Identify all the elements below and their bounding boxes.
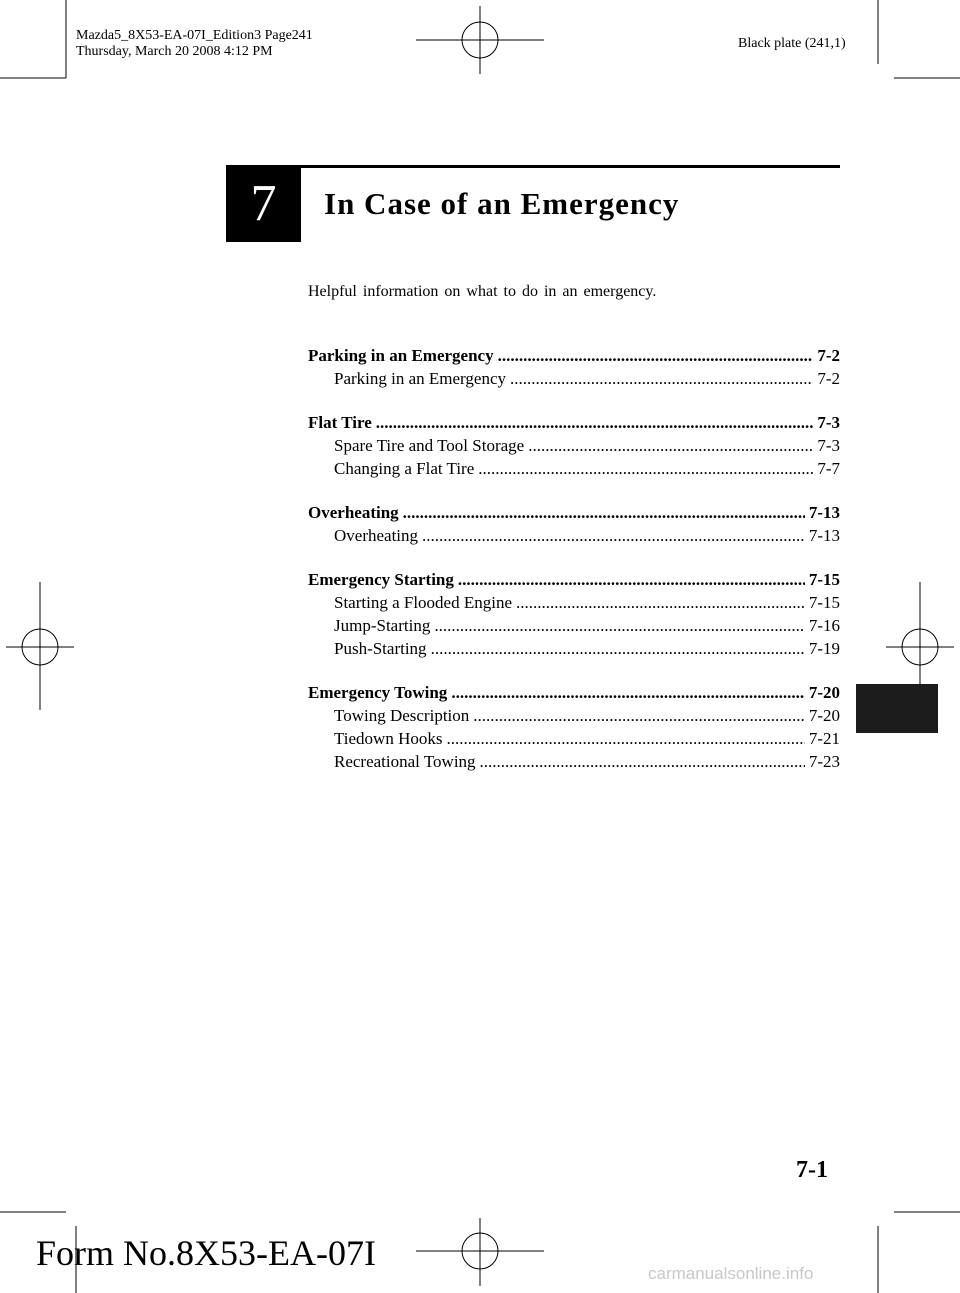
dot-leader [528,436,813,456]
toc-entry-page: 7-3 [817,436,840,455]
toc-section-heading[interactable] [308,346,840,369]
toc-subentry[interactable] [308,729,840,752]
toc-entry-page: 7-20 [808,683,840,702]
toc-entry-page: 7-13 [808,526,840,545]
toc-section [308,413,840,482]
toc-section [308,683,840,775]
dot-leader [431,639,805,659]
toc-section [308,570,840,662]
toc-section-heading[interactable] [308,503,840,526]
chapter-intro: Helpful information on what to do in an emergency. [308,283,657,300]
dot-leader [451,683,805,703]
toc-entry-title: Starting a Flooded Engine [334,593,513,612]
dot-leader [376,413,814,433]
chapter-title: In Case of an Emergency [324,186,680,221]
toc-subentry[interactable] [308,436,840,459]
watermark: carmanualsonline.info [648,1264,814,1283]
toc-entry-page: 7-7 [817,459,840,478]
toc-entry-title: Spare Tire and Tool Storage [334,436,525,455]
page-number: 7-1 [796,1157,828,1183]
toc-subentry[interactable] [308,706,840,729]
toc-section-heading[interactable] [308,683,840,706]
dot-leader [422,526,805,546]
toc-subentry[interactable] [308,616,840,639]
toc-entry-page: 7-19 [808,639,840,658]
toc-subentry[interactable] [308,639,840,662]
toc-entry-title: Changing a Flat Tire [334,459,475,478]
toc-entry-page: 7-2 [817,346,840,365]
dot-leader [434,616,804,636]
toc-entry-title: Parking in an Emergency [308,346,494,365]
toc-section [308,503,840,549]
dot-leader [478,459,813,479]
toc-entry-page: 7-16 [808,616,840,635]
toc-entry-title: Emergency Towing [308,683,448,702]
dot-leader [510,369,813,389]
toc-entry-page: 7-21 [808,729,840,748]
table-of-contents [308,346,840,796]
toc-subentry[interactable] [308,526,840,549]
toc-entry-page: 7-20 [808,706,840,725]
toc-entry-title: Towing Description [334,706,470,725]
toc-section-heading[interactable] [308,570,840,593]
dot-leader [480,752,805,772]
dot-leader [403,503,805,523]
chapter-number: 7 [226,165,301,242]
toc-entry-title: Parking in an Emergency [334,369,507,388]
toc-entry-title: Push-Starting [334,639,427,658]
toc-entry-page: 7-23 [808,752,840,771]
file-info-line2: Thursday, March 20 2008 4:12 PM [76,44,273,59]
chapter-rule [226,165,840,168]
toc-subentry[interactable] [308,369,840,392]
toc-entry-page: 7-15 [808,593,840,612]
dot-leader [458,570,805,590]
toc-entry-page: 7-2 [817,369,840,388]
toc-section [308,346,840,392]
dot-leader [473,706,805,726]
file-info-line1: Mazda5_8X53-EA-07I_Edition3 Page241 [76,28,313,43]
toc-subentry[interactable] [308,752,840,775]
toc-entry-title: Flat Tire [308,413,372,432]
toc-section-heading[interactable] [308,413,840,436]
toc-entry-title: Overheating [334,526,419,545]
toc-entry-page: 7-15 [808,570,840,589]
toc-entry-page: 7-13 [808,503,840,522]
toc-entry-title: Recreational Towing [334,752,476,771]
toc-entry-title: Jump-Starting [334,616,431,635]
chapter-tab [856,684,938,733]
dot-leader [516,593,805,613]
toc-entry-title: Emergency Starting [308,570,454,589]
toc-subentry[interactable] [308,593,840,616]
toc-subentry[interactable] [308,459,840,482]
toc-entry-title: Overheating [308,503,399,522]
form-number: Form No.8X53-EA-07I [36,1233,376,1273]
plate-info: Black plate (241,1) [738,36,846,51]
dot-leader [446,729,804,749]
toc-entry-title: Tiedown Hooks [334,729,443,748]
dot-leader [498,346,814,366]
toc-entry-page: 7-3 [817,413,840,432]
